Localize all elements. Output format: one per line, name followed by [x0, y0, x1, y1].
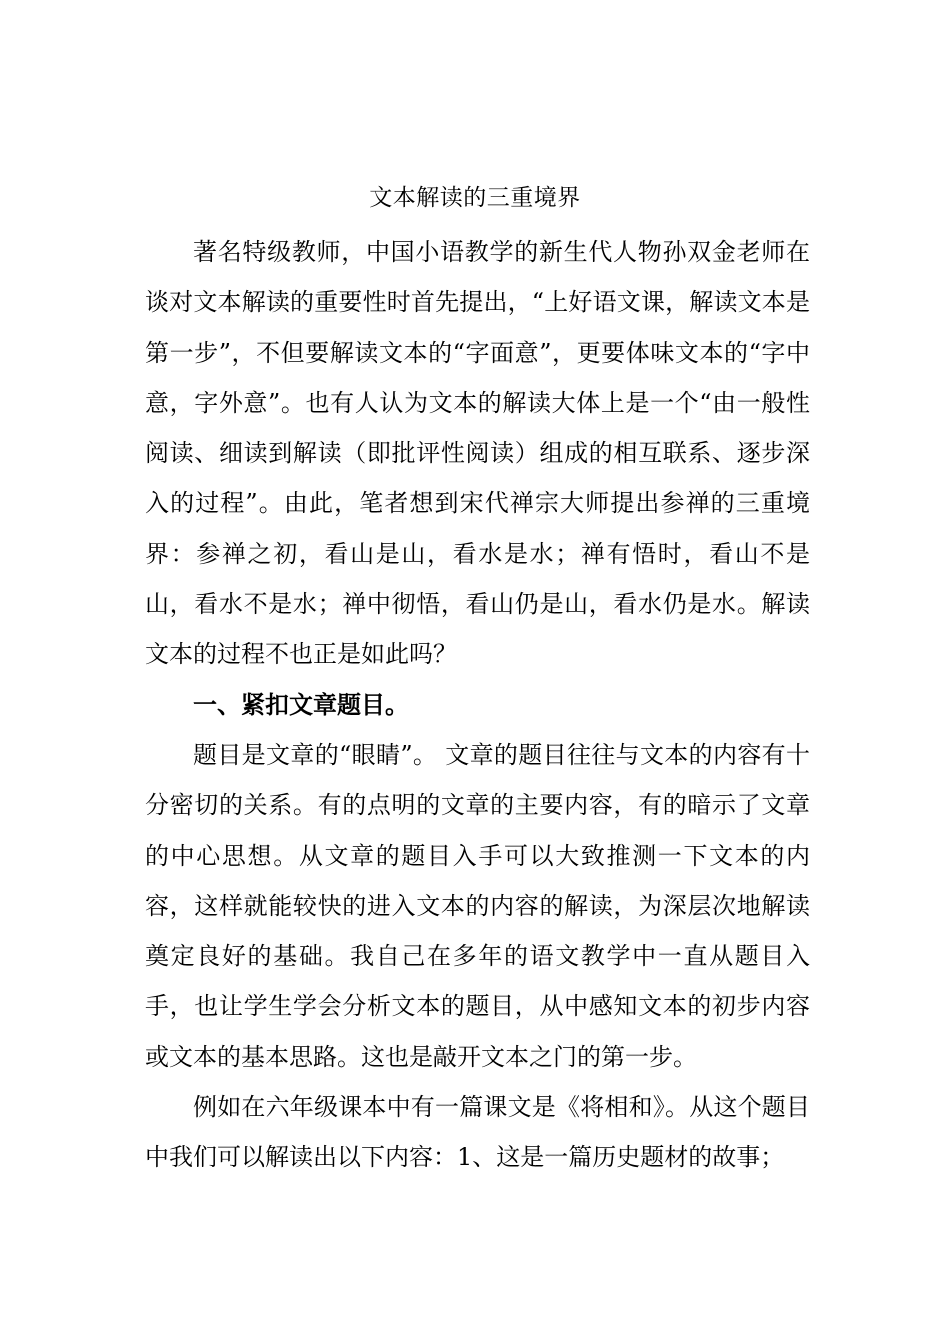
example-paragraph: 例如在六年级课本中有一篇课文是《将相和》。从这个题目中我们可以解读出以下内容：1、这是一篇历史题材的故事；: [145, 1093, 810, 1172]
section-heading: 一、紧扣文章题目。: [193, 689, 409, 719]
document-body: [145, 227, 810, 1183]
section-paragraph: 题目是文章的“眼睛”。 文章的题目往往与文本的内容有十分密切的关系。有的点明的文章的主要内容，有的暗示了文章的中心思想。从文章的题目入手可以大致推测一下文本的内容，这样就能较快的进入文本的内容的解读，为深层次地解读奠定良好的基础。我自己在多年的语文教学中一直从题目入手，也让学生学会分析文本的题目，从中感知文本的初步内容或文本的基本思路。这也是敲开文本之门的第一步。: [145, 740, 810, 1071]
intro-paragraph: 著名特级教师，中国小语教学的新生代人物孙双金老师在谈对文本解读的重要性时首先提出，“上好语文课，解读文本是第一步”，不但要解读文本的“字面意”，更要体味文本的“字中意，字外意”。也有人认为文本的解读大体上是一个“由一般性阅读、细读到解读（即批评性阅读）组成的相互联系、逐步深入的过程”。由此，笔者想到宋代禅宗大师提出参禅的三重境界：参禅之初，看山是山，看水是水；禅有悟时，看山不是山，看水不是水；禅中彻悟，看山仍是山，看水仍是水。解读文本的过程不也正是如此吗？: [145, 238, 810, 669]
document-title: 文本解读的三重境界: [369, 185, 581, 211]
